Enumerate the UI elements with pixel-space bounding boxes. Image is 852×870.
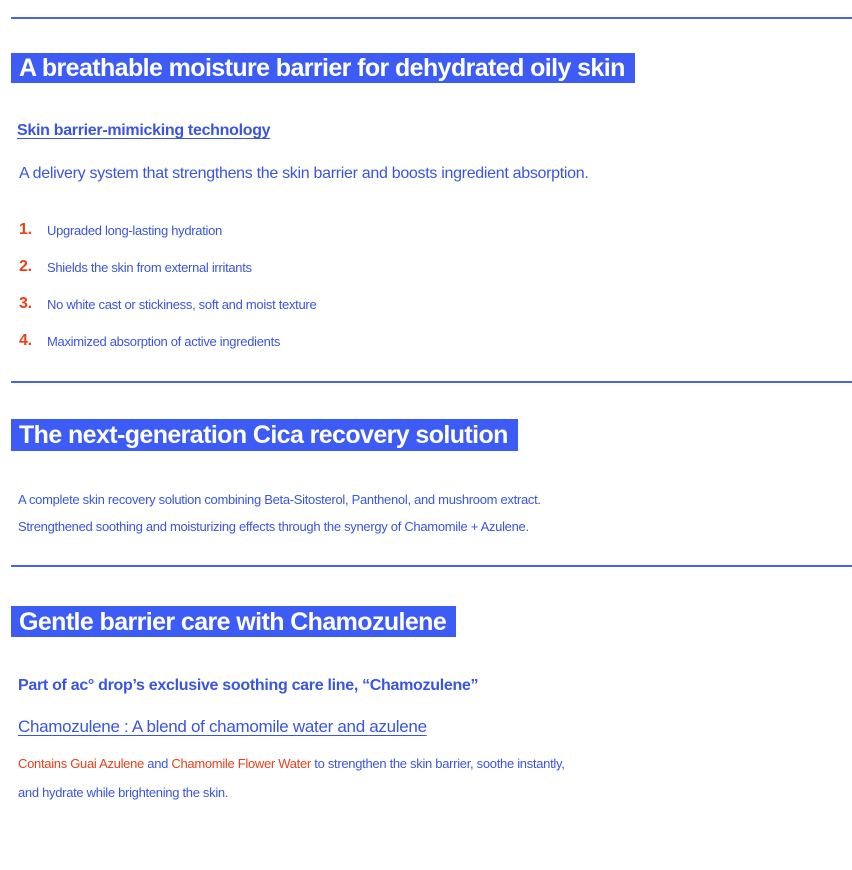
list-number-4: 4. <box>19 332 32 349</box>
section2-heading: The next-generation Cica recovery solution <box>11 419 518 451</box>
list-number-1: 1. <box>19 221 32 238</box>
highlight-chamomile-water: Chamomile Flower Water <box>171 756 311 771</box>
divider-top <box>11 17 852 19</box>
section2-line2: Strengthened soothing and moisturizing effects through the synergy of Chamomile + Azulene. <box>18 519 529 534</box>
list-number-2: 2. <box>19 258 32 275</box>
section1-subheading: Skin barrier-mimicking technology <box>17 122 271 139</box>
section1-lead: A delivery system that strengthens the skin barrier and boosts ingredient absorption. <box>19 165 589 182</box>
body-rest: to strengthen the skin barrier, soothe instantly, <box>310 756 565 771</box>
section3-body-line2: and hydrate while brightening the skin. <box>18 785 229 800</box>
section3-intro: Part of ac° drop’s exclusive soothing care line, “Chamozulene” <box>18 677 479 694</box>
list-item-3: No white cast or stickiness, soft and moist texture <box>47 297 317 312</box>
divider-1 <box>11 381 852 383</box>
body-and: and <box>143 756 172 771</box>
list-item-2: Shields the skin from external irritants <box>47 260 252 275</box>
list-item-1: Upgraded long-lasting hydration <box>47 223 222 238</box>
divider-2 <box>11 565 852 567</box>
section3-body-line1 <box>18 756 565 771</box>
section3-heading: Gentle barrier care with Chamozulene <box>11 606 456 637</box>
list-number-3: 3. <box>19 295 32 312</box>
list-item-4: Maximized absorption of active ingredients <box>47 334 281 349</box>
section1-heading: A breathable moisture barrier for dehydrated oily skin <box>11 53 635 83</box>
highlight-guai-azulene: Contains Guai Azulene <box>18 756 144 771</box>
section2-line1: A complete skin recovery solution combining Beta-Sitosterol, Panthenol, and mushroom extract. <box>18 492 541 507</box>
section3-subheading: Chamozulene : A blend of chamomile water and azulene <box>18 717 427 736</box>
